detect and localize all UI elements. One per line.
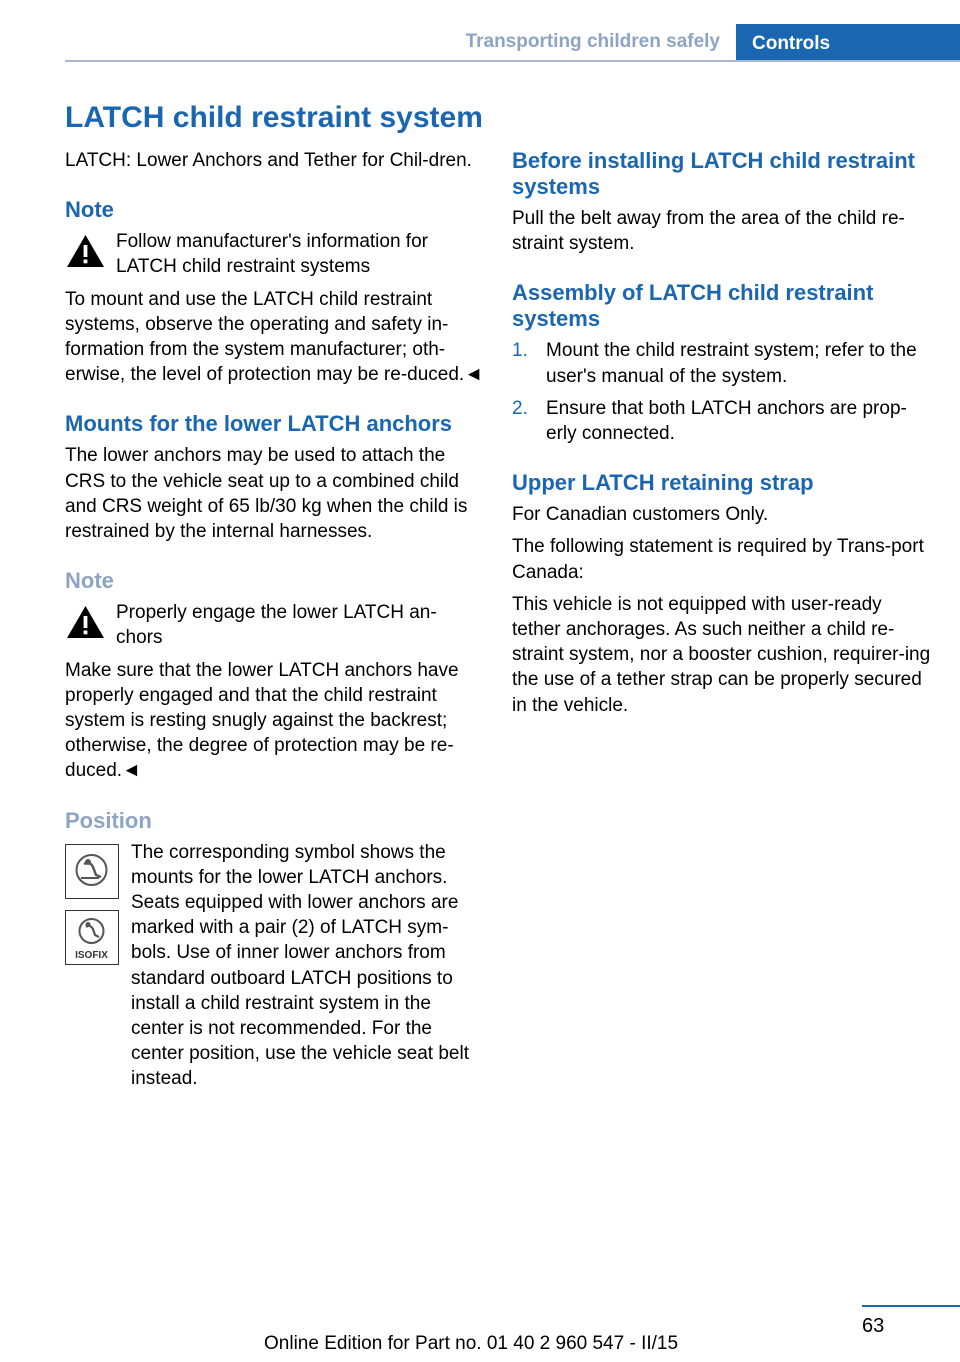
warning-text: Follow manufacturer's information for LATCH child restraint systems <box>116 231 428 278</box>
list-number: 1. <box>512 340 528 362</box>
section-body: This vehicle is not equipped with user-ready tether anchorages. As such neither a child re-straint system, nor a booster cushion, requirer-ing the use of a tether strap can be properly secured in the vehicle. <box>512 593 931 716</box>
section-heading: Mounts for the lower LATCH anchors <box>65 411 453 437</box>
isofix-label: ISOFIX <box>75 949 108 961</box>
section-heading: Before installing LATCH child restraint systems <box>512 148 915 199</box>
note-body: To mount and use the LATCH child restraint systems, observe the operating and safety in-formation from the system manufacturer; oth-erwise, the level of protection may be re-duced.◄ <box>65 288 484 386</box>
list-item <box>512 338 932 388</box>
right-column <box>512 148 932 725</box>
warning-text: Properly engage the lower LATCH an-chors <box>116 602 437 649</box>
page-title: LATCH child restraint system <box>65 101 483 134</box>
header-divider <box>65 60 960 62</box>
list-number: 2. <box>512 397 528 419</box>
section-body: For Canadian customers Only. <box>512 504 769 526</box>
section-body: Pull the belt away from the area of the child re-straint system. <box>512 208 905 255</box>
note-heading: Note <box>65 197 114 223</box>
section-body: The lower anchors may be used to attach the CRS to the vehicle seat up to a combined child and CRS weight of 65 lb/30 kg when the child is restrained by the internal harnesses. <box>65 445 468 543</box>
page-number: 63 <box>862 1315 885 1337</box>
header-chapter-tab: Controls <box>736 24 960 62</box>
list-text: Mount the child restraint system; refer to the user's manual of the system. <box>546 340 917 387</box>
warning-callout <box>65 600 483 650</box>
list-text: Ensure that both LATCH anchors are prop-erly connected. <box>546 397 907 445</box>
position-heading: Position <box>65 807 152 833</box>
child-seat-symbol-icon <box>65 844 119 899</box>
warning-icon <box>65 603 106 641</box>
list-item <box>512 396 932 446</box>
note-heading: Note <box>65 568 114 594</box>
position-symbols <box>65 840 483 1092</box>
section-body: The following statement is required by Trans-port Canada: <box>512 536 924 583</box>
header-section-title: Transporting children safely <box>465 31 720 52</box>
footer-edition: Online Edition for Part no. 01 40 2 960 547 - II/15 <box>264 1333 679 1354</box>
footer-divider <box>862 1305 960 1307</box>
warning-icon <box>65 232 106 270</box>
section-heading: Upper LATCH retaining strap <box>512 470 814 496</box>
left-column <box>65 148 483 1099</box>
isofix-symbol-icon <box>65 910 119 965</box>
intro-text: LATCH: Lower Anchors and Tether for Chil-dren. <box>65 150 472 171</box>
note-body: Make sure that the lower LATCH anchors have properly engaged and that the child restraint system is resting snugly against the backrest; otherwise, the degree of protection may be re-duced.◄ <box>65 659 459 782</box>
position-body: The corresponding symbol shows the mounts for the lower LATCH anchors. Seats equipped with lower anchors are marked with a pair (2) of LATCH sym-bols. Use of inner lower anchors from standard outboard LATCH positions to install a child restraint system in the center is not recommended. For the center position, use the vehicle seat belt instead. <box>131 841 469 1090</box>
section-heading: Assembly of LATCH child restraint systems <box>512 280 874 332</box>
warning-callout <box>65 229 483 279</box>
